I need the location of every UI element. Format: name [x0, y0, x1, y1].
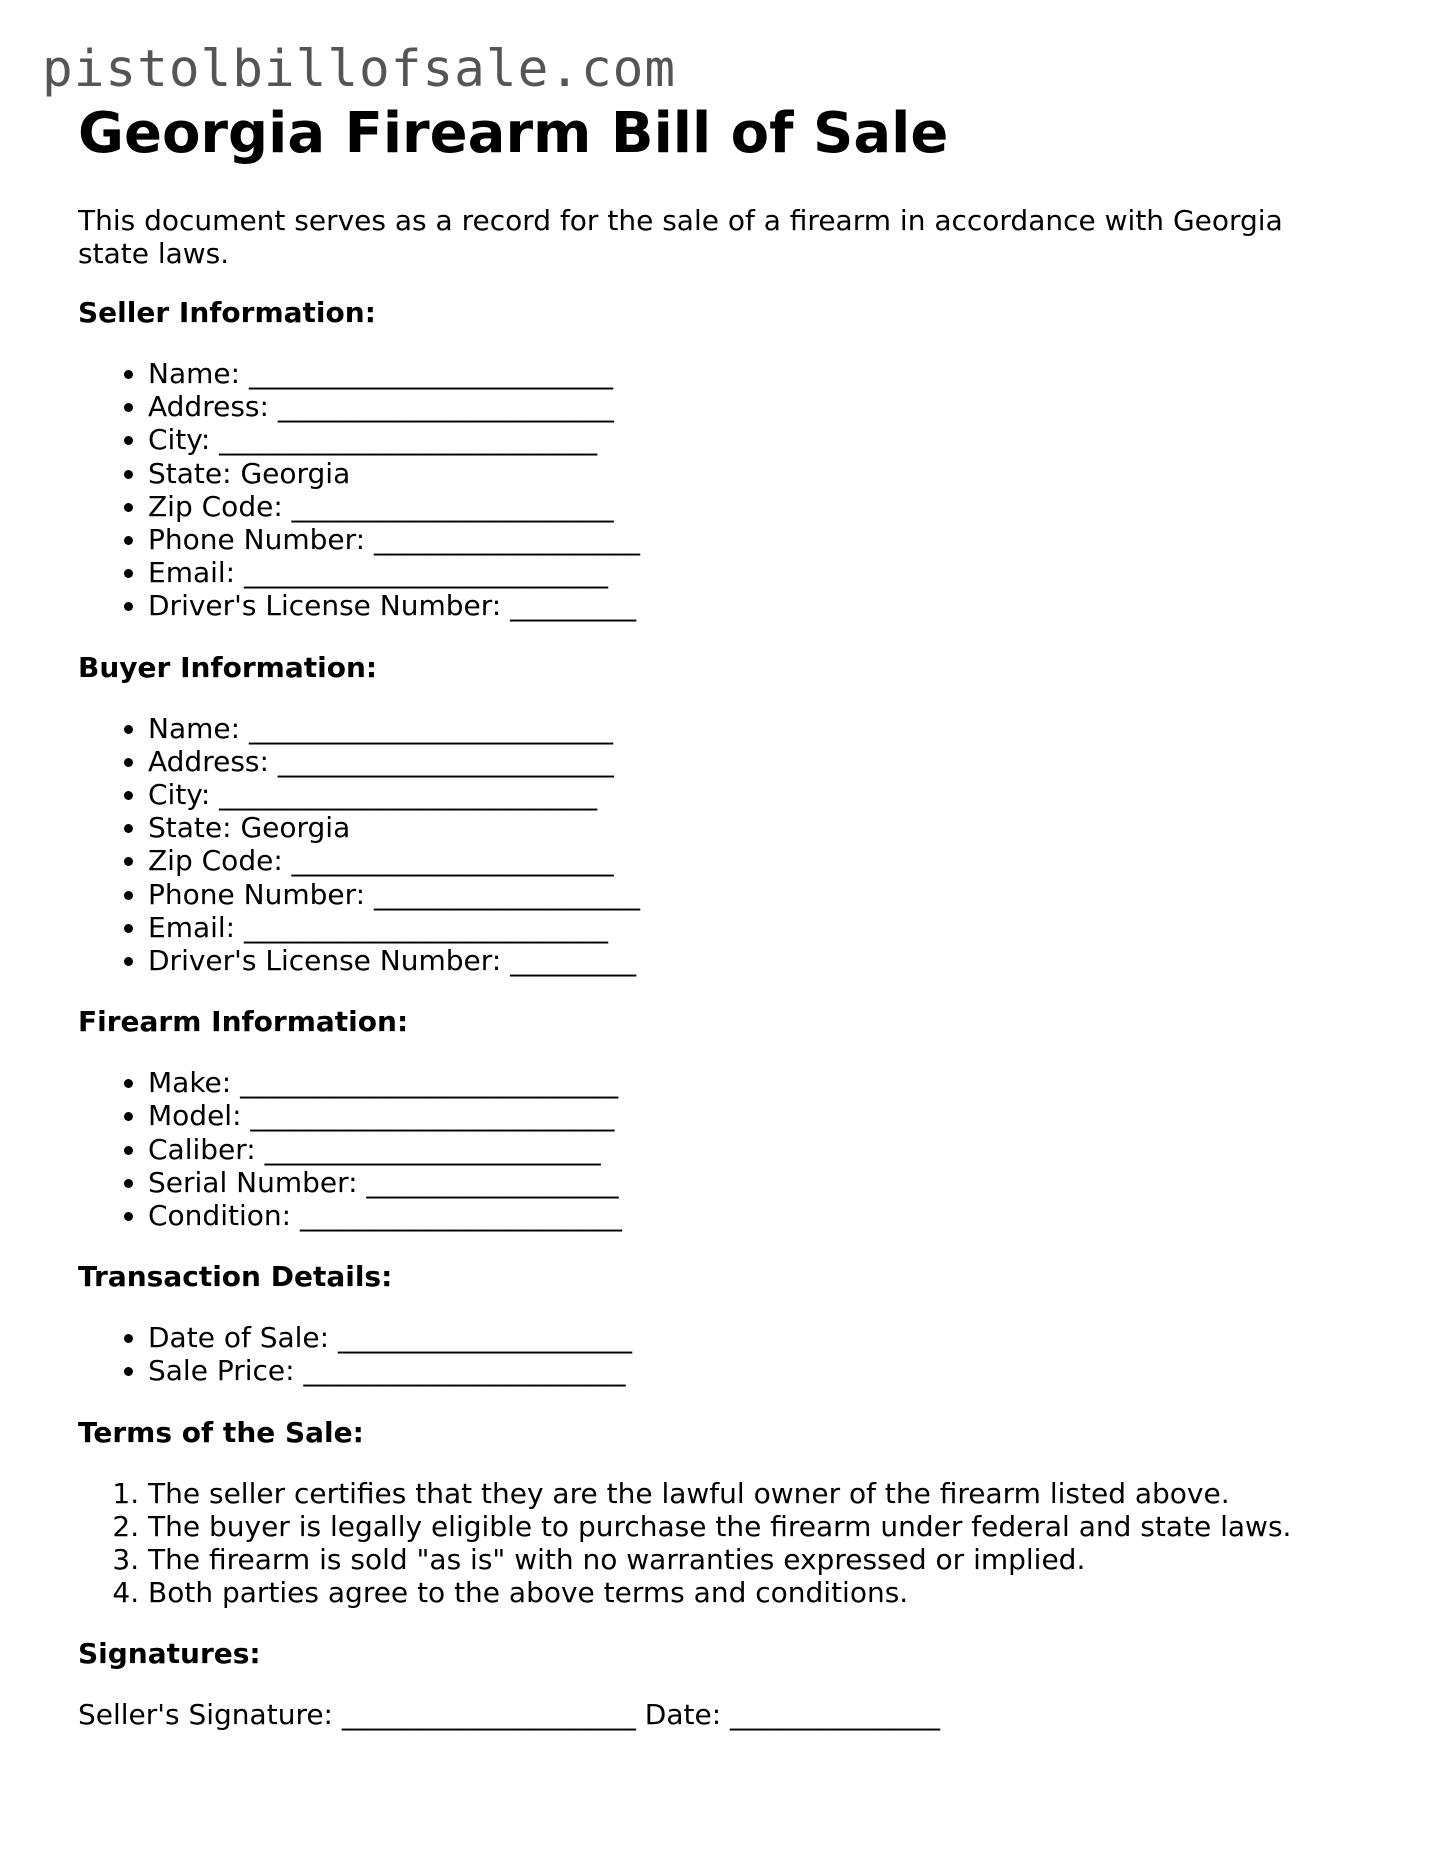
seller-phone-field: • Phone Number: ___________________ — [148, 523, 1348, 556]
seller-address-field: • Address: ________________________ — [148, 390, 1348, 423]
transaction-section-heading: Transaction Details: — [78, 1260, 393, 1294]
firearm-model-field: • Model: __________________________ — [148, 1099, 1348, 1132]
seller-info-list — [78, 357, 1348, 623]
sale-price-field: • Sale Price: _______________________ — [148, 1354, 1348, 1387]
site-watermark: pistolbillofsale.com — [42, 40, 677, 99]
sale-date-field: • Date of Sale: _____________________ — [148, 1321, 1348, 1354]
terms-section-heading: Terms of the Sale: — [78, 1415, 364, 1449]
seller-name-field: • Name: __________________________ — [148, 357, 1348, 390]
seller-city-field: • City: ___________________________ — [148, 423, 1348, 456]
firearm-caliber-field: • Caliber: ________________________ — [148, 1133, 1348, 1166]
bill-of-sale-document — [78, 98, 1348, 1731]
signatures-section-heading: Signatures: — [78, 1637, 261, 1671]
seller-email-field: • Email: __________________________ — [148, 556, 1348, 589]
buyer-zip-field: • Zip Code: _______________________ — [148, 844, 1348, 877]
buyer-address-field: • Address: ________________________ — [148, 745, 1348, 778]
seller-zip-field: • Zip Code: _______________________ — [148, 490, 1348, 523]
firearm-make-field: • Make: ___________________________ — [148, 1066, 1348, 1099]
buyer-state-field: • State: Georgia — [148, 811, 1348, 844]
intro-paragraph: This document serves as a record for the sale of a firearm in accordance with Georgia state laws. — [78, 204, 1283, 270]
buyer-name-field: • Name: __________________________ — [148, 712, 1348, 745]
term-item: 1. The seller certifies that they are the lawful owner of the firearm listed above. — [148, 1477, 1348, 1510]
transaction-info-list — [78, 1321, 1348, 1387]
term-item: 2. The buyer is legally eligible to purchase the firearm under federal and state laws. — [148, 1510, 1348, 1543]
buyer-info-list — [78, 712, 1348, 978]
firearm-condition-field: • Condition: _______________________ — [148, 1199, 1348, 1232]
terms-list — [78, 1477, 1348, 1610]
buyer-phone-field: • Phone Number: ___________________ — [148, 878, 1348, 911]
firearm-info-list — [78, 1066, 1348, 1232]
seller-signature-line: Seller's Signature: _____________________ Date: _______________ — [78, 1698, 941, 1732]
seller-section-heading: Seller Information: — [78, 296, 376, 329]
buyer-city-field: • City: ___________________________ — [148, 778, 1348, 811]
term-item: 4. Both parties agree to the above terms and conditions. — [148, 1576, 1348, 1609]
buyer-section-heading: Buyer Information: — [78, 650, 378, 684]
firearm-serial-field: • Serial Number: __________________ — [148, 1166, 1348, 1199]
seller-license-field: • Driver's License Number: _________ — [148, 589, 1348, 622]
firearm-section-heading: Firearm Information: — [78, 1005, 409, 1039]
term-item: 3. The firearm is sold "as is" with no warranties expressed or implied. — [148, 1543, 1348, 1576]
buyer-license-field: • Driver's License Number: _________ — [148, 944, 1348, 977]
document-title: Georgia Firearm Bill of Sale — [78, 101, 949, 166]
buyer-email-field: • Email: __________________________ — [148, 911, 1348, 944]
seller-state-field: • State: Georgia — [148, 457, 1348, 490]
